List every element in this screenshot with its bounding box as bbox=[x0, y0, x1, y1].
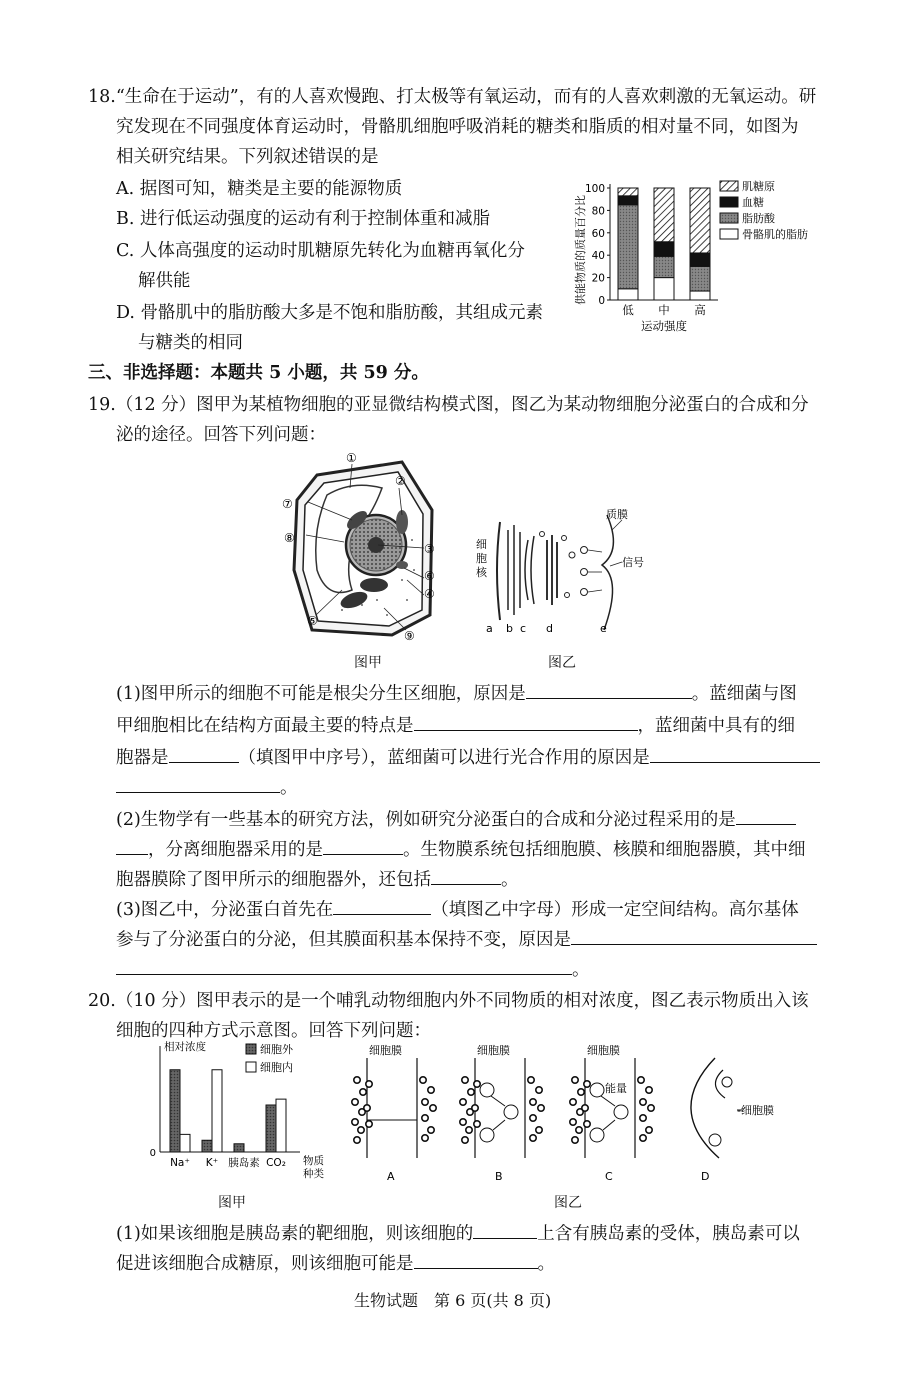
bar-outside bbox=[170, 1070, 180, 1152]
structure-letter: d bbox=[546, 622, 553, 635]
bar-outside bbox=[202, 1140, 212, 1152]
bar-segment bbox=[654, 256, 674, 277]
panel-letter: D bbox=[701, 1170, 710, 1183]
page-footer: 生物试题 第 6 页(共 8 页) bbox=[354, 1291, 552, 1310]
x-tick-label: 中 bbox=[658, 303, 670, 317]
panel-letter: A bbox=[387, 1170, 395, 1183]
svg-text:质膜: 质膜 bbox=[606, 508, 628, 521]
x-tick-label: 低 bbox=[622, 303, 634, 317]
q19-line1: 19.（12 分）图甲为某植物细胞的亚显微结构模式图，图乙为某动物细胞分泌蛋白的合成和分 bbox=[88, 395, 809, 415]
y-tick-label: 20 bbox=[591, 272, 605, 285]
q18-option-c1: C. 人体高强度的运动时肌糖原先转化为血糖再氧化分 bbox=[116, 241, 525, 261]
fig19-yi-caption: 图乙 bbox=[548, 655, 576, 671]
legend-swatch bbox=[720, 181, 738, 191]
structure-letter: e bbox=[600, 622, 607, 635]
q20-p1-line2: 促进该细胞合成糖原，则该细胞可能是 。 bbox=[116, 1250, 555, 1275]
bar-segment bbox=[690, 266, 710, 291]
category-label: CO₂ bbox=[266, 1157, 286, 1169]
bar-segment bbox=[654, 188, 674, 242]
energy-label: 能量 bbox=[605, 1082, 627, 1095]
bar-segment bbox=[618, 205, 638, 289]
q19-p1-line2: 甲细胞相比在结构方面最主要的特点是 ，蓝细菌中具有的细 bbox=[116, 712, 795, 737]
q19-p1-line3: 胞器是 （填图甲中序号），蓝细菌可以进行光合作用的原因是 bbox=[116, 744, 820, 769]
label-8: ⑧ bbox=[284, 531, 295, 545]
membrane-label: 细胞膜 bbox=[369, 1044, 402, 1057]
category-label: Na⁺ bbox=[170, 1157, 190, 1169]
fig20-yi-caption: 图乙 bbox=[554, 1195, 582, 1211]
q18-option-a: A. 据图可知，糖类是主要的能源物质 bbox=[116, 179, 403, 199]
q19-p3-line3: 。 bbox=[116, 956, 590, 981]
q18-option-b: B. 进行低运动强度的运动有利于控制体重和减脂 bbox=[116, 209, 490, 229]
bar-segment bbox=[618, 289, 638, 300]
bar-segment bbox=[618, 188, 638, 196]
q19-p3-line1: (3)图乙中，分泌蛋白首先在 （填图乙中字母）形成一定空间结构。高尔基体 bbox=[116, 896, 799, 921]
legend-swatch bbox=[720, 197, 738, 207]
svg-text:信号: 信号 bbox=[622, 556, 644, 569]
membrane-label-d: -细胞膜 bbox=[737, 1104, 774, 1117]
zero-label: 0 bbox=[149, 1148, 156, 1159]
bar-segment bbox=[654, 278, 674, 300]
nucleus-label: 核 bbox=[476, 566, 487, 579]
x-tick-label: 高 bbox=[694, 303, 706, 317]
bar-inside bbox=[212, 1070, 222, 1152]
nucleus-label: 细 bbox=[476, 538, 487, 551]
chart-x-label: 运动强度 bbox=[641, 319, 687, 333]
legend-label: 肌糖原 bbox=[742, 180, 775, 193]
bar-segment bbox=[690, 188, 710, 253]
legend-inside-label: 细胞内 bbox=[260, 1061, 293, 1074]
structure-letter: b bbox=[506, 622, 513, 635]
energy-substrate-chart bbox=[568, 172, 838, 338]
x-axis-label-2: 种类 bbox=[303, 1168, 324, 1180]
secretion-pathway-diagram bbox=[472, 510, 662, 635]
plant-cell-diagram bbox=[282, 450, 447, 645]
q19-p2-line3: 胞器膜除了图甲所示的细胞器外，还包括 。 bbox=[116, 866, 519, 891]
label-6: ⑥ bbox=[424, 569, 435, 583]
bar-inside bbox=[276, 1099, 286, 1152]
concentration-chart bbox=[140, 1040, 330, 1180]
section-3-heading: 三、非选择题：本题共 5 小题，共 59 分。 bbox=[88, 363, 429, 383]
bar-segment bbox=[654, 242, 674, 257]
structure-letter: c bbox=[520, 622, 527, 635]
label-3: ③ bbox=[424, 542, 435, 556]
panel-letter: B bbox=[495, 1170, 503, 1183]
q19-p1-line1: (1)图甲所示的细胞不可能是根尖分生区细胞，原因是 。蓝细菌与图 bbox=[116, 680, 797, 705]
legend-inside-swatch bbox=[246, 1062, 256, 1072]
label-9: ⑨ bbox=[404, 629, 415, 643]
legend-swatch bbox=[720, 229, 738, 239]
label-4: ④ bbox=[424, 587, 435, 601]
q18-line3: 相关研究结果。下列叙述错误的是 bbox=[116, 147, 379, 167]
q18-option-d2: 与糖类的相同 bbox=[138, 333, 243, 353]
q18-option-c2: 解供能 bbox=[138, 271, 191, 291]
y-tick-label: 80 bbox=[591, 205, 605, 218]
q18-line2: 究发现在不同强度体育运动时，骨骼肌细胞呼吸消耗的糖类和脂质的相对量不同，如图为 bbox=[116, 117, 799, 137]
q19-p1-line4: 。 bbox=[116, 774, 298, 799]
legend-label: 骨骼肌的脂肪 bbox=[742, 228, 808, 241]
legend-label: 脂肪酸 bbox=[742, 212, 775, 225]
legend-label: 血糖 bbox=[742, 196, 764, 209]
label-7: ⑦ bbox=[282, 497, 293, 511]
q20-p1-line1: (1)如果该细胞是胰岛素的靶细胞，则该细胞的 上含有胰岛素的受体，胰岛素可以 bbox=[116, 1220, 800, 1245]
q19-line2: 泌的途径。回答下列问题： bbox=[116, 425, 326, 445]
structure-letter: a bbox=[486, 622, 493, 635]
y-tick-label: 100 bbox=[584, 183, 605, 195]
membrane-label: 细胞膜 bbox=[477, 1044, 510, 1057]
bar-segment bbox=[690, 291, 710, 300]
bar-outside bbox=[234, 1144, 244, 1152]
q20-line2: 细胞的四种方式示意图。回答下列问题： bbox=[116, 1021, 431, 1041]
q18-option-d1: D. 骨骼肌中的脂肪酸大多是不饱和脂肪酸，其组成元素 bbox=[116, 303, 544, 323]
category-label: K⁺ bbox=[205, 1157, 219, 1169]
nucleus-label: 胞 bbox=[476, 552, 487, 565]
fig20-jia-caption: 图甲 bbox=[218, 1195, 246, 1211]
label-1: ① bbox=[346, 451, 357, 465]
bar-segment bbox=[618, 196, 638, 205]
legend-outside-swatch bbox=[246, 1044, 256, 1054]
category-label: 胰岛素 bbox=[228, 1157, 260, 1169]
y-tick-label: 60 bbox=[591, 227, 605, 240]
bar-inside bbox=[180, 1134, 190, 1152]
panel-letter: C bbox=[605, 1170, 613, 1183]
transport-modes-diagram bbox=[345, 1040, 774, 1190]
chart-y-label: 供能物质的质量百分比 bbox=[574, 195, 587, 305]
y-tick-label: 40 bbox=[591, 250, 605, 263]
bar-outside bbox=[266, 1105, 276, 1152]
label-2: ② bbox=[395, 474, 406, 488]
legend-swatch bbox=[720, 213, 738, 223]
y-axis-label: 相对浓度 bbox=[164, 1041, 206, 1053]
x-axis-label-1: 物质 bbox=[303, 1155, 324, 1167]
q18-line1: 18.“生命在于运动”，有的人喜欢慢跑、打太极等有氧运动，而有的人喜欢刺激的无氧运动。研 bbox=[88, 87, 817, 107]
q19-p2-line2: ，分离细胞器采用的是 。生物膜系统包括细胞膜、核膜和细胞器膜，其中细 bbox=[116, 836, 806, 861]
q19-p2-line1: (2)生物学有一些基本的研究方法，例如研究分泌蛋白的合成和分泌过程采用的是 bbox=[116, 806, 796, 831]
q19-p3-line2: 参与了分泌蛋白的分泌，但其膜面积基本保持不变，原因是 bbox=[116, 926, 817, 951]
bar-segment bbox=[690, 253, 710, 266]
q20-line1: 20.（10 分）图甲表示的是一个哺乳动物细胞内外不同物质的相对浓度，图乙表示物质出入该 bbox=[88, 991, 809, 1011]
membrane-label: 细胞膜 bbox=[587, 1044, 620, 1057]
fig19-jia-caption: 图甲 bbox=[354, 655, 382, 671]
legend-outside-label: 细胞外 bbox=[260, 1043, 293, 1056]
y-tick-label: 0 bbox=[598, 295, 605, 307]
label-5: ⑤ bbox=[307, 614, 318, 628]
